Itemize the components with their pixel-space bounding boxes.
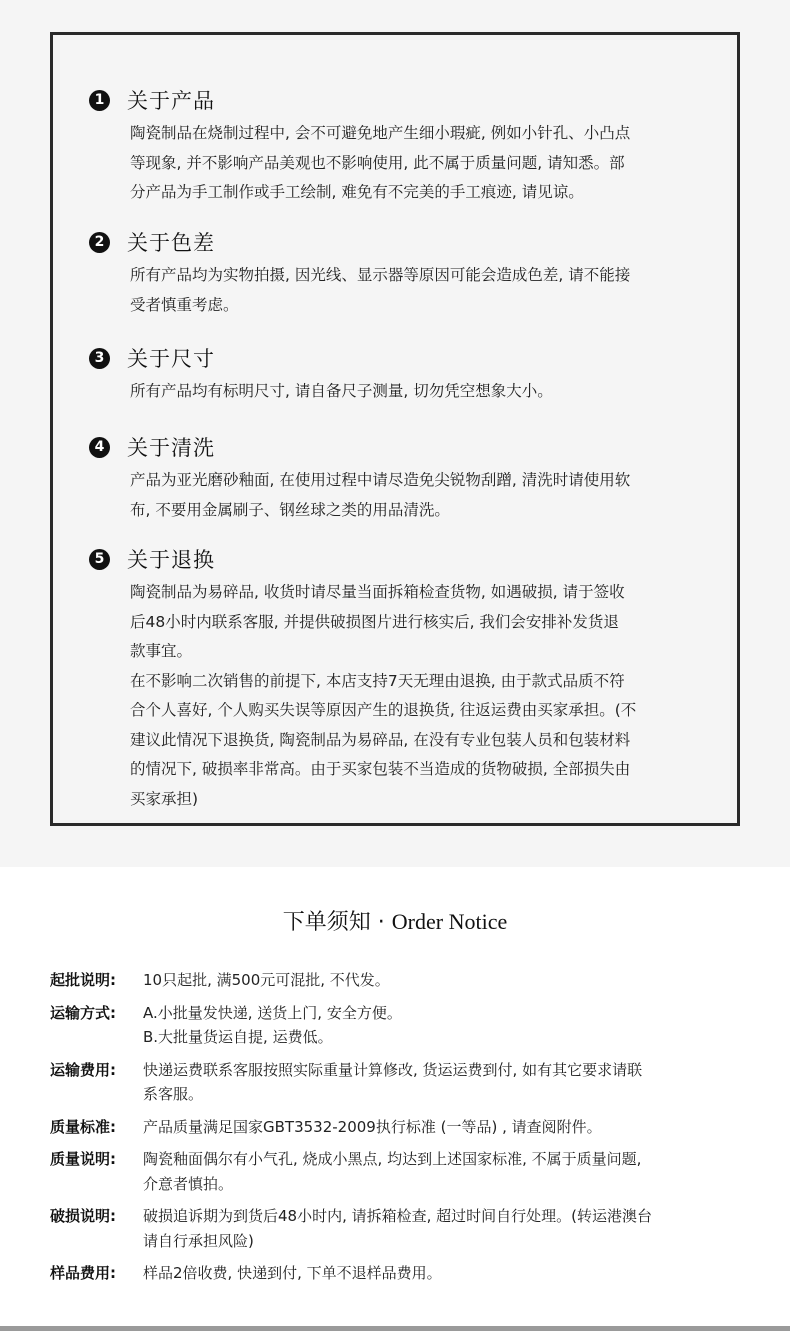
order-row-damage — [50, 1204, 750, 1253]
number-3-icon: 3 — [89, 348, 110, 369]
order-row-minimum — [50, 968, 750, 993]
order-notice-title — [0, 905, 790, 936]
order-label: 质量说明: — [50, 1150, 116, 1168]
order-value: 样品2倍收费, 快递到付, 下单不退样品费用。 — [143, 1264, 442, 1282]
bottom-divider — [0, 1326, 790, 1331]
order-row-sample-fee — [50, 1261, 750, 1286]
section-text: 在不影响二次销售的前提下, 本店支持7天无理由退换, 由于款式品质不符 合个人喜好, 个人购买失误等原因产生的退换货, 往返运费由买家承担。(不 建议此情况下退换货, 陶瓷制品为易碎品, 在没有专业包装人员和包装材料 的情况下, 破损率非常高。由于买家包装不当造成的货物破损, 全部损失由 买家承担) — [130, 671, 637, 808]
order-value: 产品质量满足国家GBT3532-2009执行标准 (一等品) , 请查阅附件。 — [143, 1117, 602, 1136]
section-title: 关于清洗 — [127, 436, 215, 460]
number-1-icon: 1 — [89, 90, 110, 111]
section-text: 所有产品均为实物拍摄, 因光线、显示器等原因可能会造成色差, 请不能接 受者慎重考虑。 — [130, 266, 631, 314]
order-row-quality-note — [50, 1147, 750, 1196]
order-row-shipping-method — [50, 1001, 750, 1050]
order-notice-title-en: Order Notice — [391, 909, 508, 934]
order-value: 破损追诉期为到货后48小时内, 请拆箱检查, 超过时间自行处理。(转运港澳台 请自行承担风险) — [143, 1207, 653, 1250]
order-label: 起批说明: — [50, 971, 116, 989]
section-about-product — [89, 85, 709, 208]
order-label: 运输方式: — [50, 1003, 116, 1022]
order-label: 质量标准: — [50, 1117, 116, 1136]
section-title: 关于尺寸 — [127, 347, 215, 371]
order-value: A.小批量发快递, 送货上门, 安全方便。 B.大批量货运自提, 运费低。 — [143, 1003, 402, 1046]
order-row-shipping-cost — [50, 1058, 750, 1107]
section-about-size — [89, 343, 709, 407]
order-value: 10只起批, 满500元可混批, 不代发。 — [143, 971, 390, 989]
section-title: 关于退换 — [127, 548, 215, 572]
section-title: 关于产品 — [127, 89, 215, 113]
section-about-cleaning — [89, 432, 709, 525]
order-notice-title-cn: 下单须知 — [282, 910, 371, 935]
number-5-icon: 5 — [89, 549, 110, 570]
order-value: 快递运费联系客服按照实际重量计算修改, 货运运费到付, 如有其它要求请联 系客服。 — [143, 1060, 643, 1103]
order-label: 样品费用: — [50, 1264, 116, 1282]
section-title: 关于色差 — [127, 231, 215, 255]
product-notice-box — [50, 32, 740, 826]
section-about-color — [89, 227, 709, 320]
order-value: 陶瓷釉面偶尔有小气孔, 烧成小黑点, 均达到上述国家标准, 不属于质量问题, 介意者慎拍。 — [143, 1150, 642, 1193]
order-label: 运输费用: — [50, 1060, 116, 1079]
title-separator: · — [377, 910, 385, 935]
section-text: 产品为亚光磨砂釉面, 在使用过程中请尽造免尖锐物刮蹭, 清洗时请使用软 布, 不要用金属刷子、钢丝球之类的用品清洗。 — [130, 471, 631, 519]
number-2-icon: 2 — [89, 232, 110, 253]
section-text: 陶瓷制品为易碎品, 收货时请尽量当面拆箱检查货物, 如遇破损, 请于签收 后48小时内联系客服, 并提供破损图片进行核实后, 我们会安排补发货退 款事宜。 — [130, 583, 625, 660]
order-row-quality-standard — [50, 1115, 750, 1140]
section-text: 所有产品均有标明尺寸, 请自备尺子测量, 切勿凭空想象大小。 — [130, 382, 553, 400]
section-text: 陶瓷制品在烧制过程中, 会不可避免地产生细小瑕疵, 例如小针孔、小凸点 等现象, 并不影响产品美观也不影响使用, 此不属于质量问题, 请知悉。部 分产品为手工制作或手工绘制, 难免有不完美的手工痕迹, 请见谅。 — [130, 124, 631, 201]
section-about-returns — [89, 544, 709, 814]
order-label: 破损说明: — [50, 1207, 116, 1225]
number-4-icon: 4 — [89, 437, 110, 458]
order-notice-list — [50, 968, 750, 1294]
